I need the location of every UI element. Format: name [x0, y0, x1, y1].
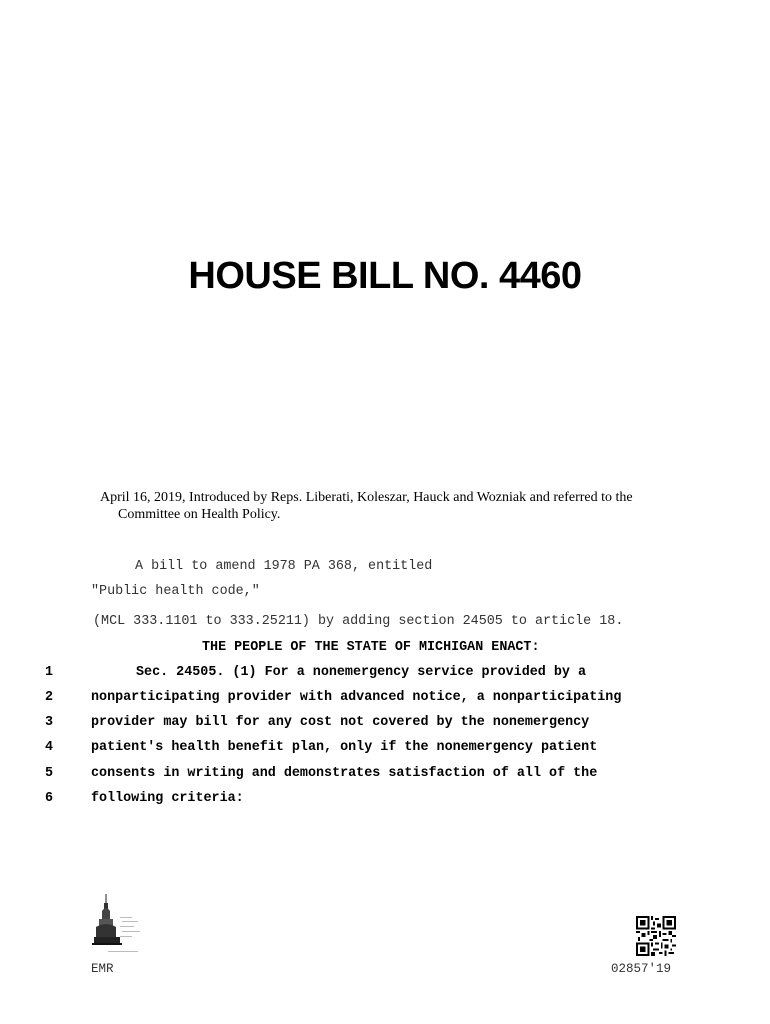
entitled-name: "Public health code,": [91, 584, 260, 599]
bill-text-line: nonparticipating provider with advanced notice, a nonparticipating: [91, 690, 622, 705]
intro-line-1: April 16, 2019, Introduced by Reps. Liberati, Koleszar, Hauck and Wozniak and referred to the: [100, 490, 633, 505]
bill-text-line: Sec. 24505. (1) For a nonemergency service provided by a: [136, 665, 586, 680]
bill-text-line: patient's health benefit plan, only if the nonemergency patient: [91, 740, 598, 755]
bill-to-amend: A bill to amend 1978 PA 368, entitled: [135, 559, 433, 574]
bill-text-line: consents in writing and demonstrates satisfaction of all of the: [91, 766, 598, 781]
introduction-statement: [100, 489, 700, 523]
bill-text-line: provider may bill for any cost not covered by the nonemergency: [91, 715, 590, 730]
line-number: 5: [45, 766, 54, 781]
line-number: 1: [45, 665, 54, 680]
mcl-reference: (MCL 333.1101 to 333.25211) by adding section 24505 to article 18.: [93, 614, 624, 629]
qr-code-icon: [636, 916, 676, 956]
footer-left-code: EMR: [91, 962, 114, 976]
line-number: 6: [45, 791, 54, 806]
bill-text-line: following criteria:: [91, 791, 244, 806]
line-number: 4: [45, 740, 54, 755]
footer-right-code: 02857'19: [611, 962, 672, 976]
capitol-dome-seal-icon: [92, 893, 150, 955]
bill-title: HOUSE BILL NO. 4460: [188, 255, 582, 297]
enacting-clause: THE PEOPLE OF THE STATE OF MICHIGAN ENACT:: [202, 640, 540, 655]
line-number: 2: [45, 690, 54, 705]
line-number: 3: [45, 715, 54, 730]
intro-line-2: Committee on Health Policy.: [118, 507, 281, 522]
